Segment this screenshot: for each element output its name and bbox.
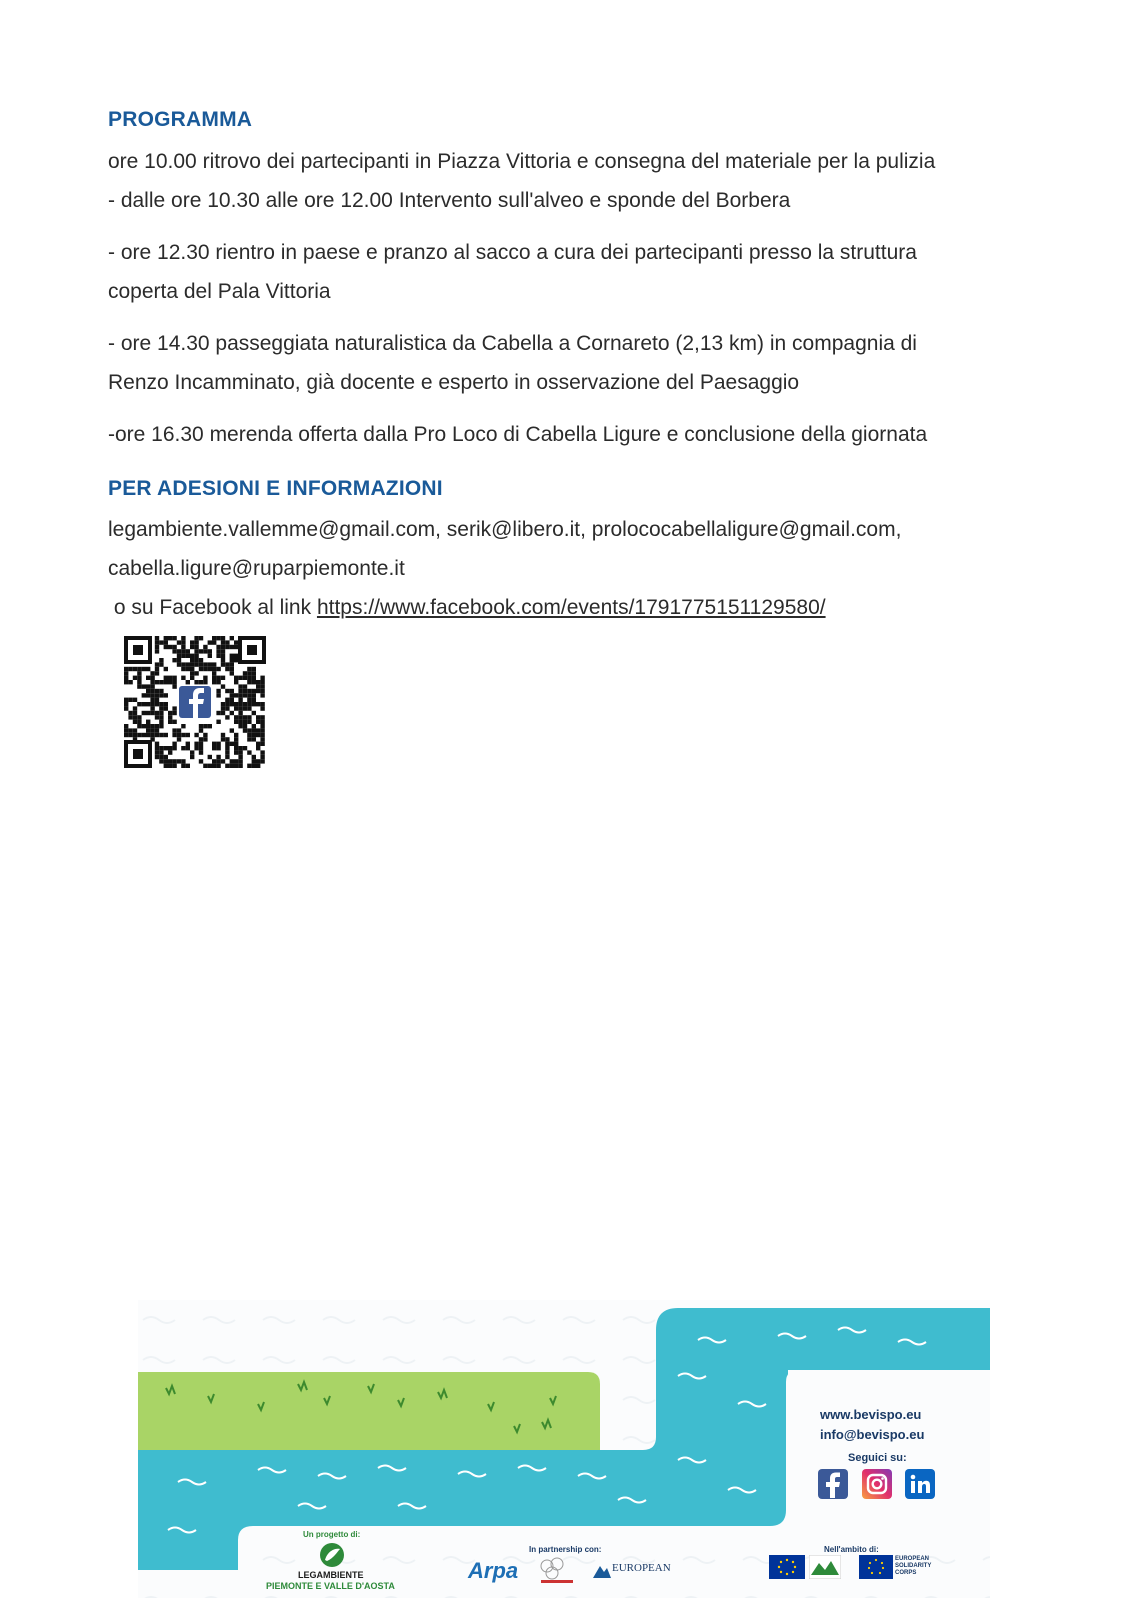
footer-email[interactable]: info@bevispo.eu: [820, 1427, 925, 1442]
legambiente-logo: [318, 1542, 346, 1568]
esc-flag-icon: [859, 1555, 893, 1579]
mountain-icon: [592, 1560, 612, 1580]
emails-line: cabella.ligure@ruparpiemonte.it: [108, 557, 405, 580]
program-item: - ore 14.30 passeggiata naturalistica da Cabella a Cornareto (2,13 km) in compagnia di: [108, 332, 917, 355]
facebook-icon: [179, 686, 211, 718]
esc-text: EUROPEAN SOLIDARITY CORPS: [895, 1556, 932, 1576]
facebook-prefix: o su Facebook al link: [108, 596, 317, 619]
leader-logo-icon: [809, 1555, 841, 1579]
arpa-logo: Arpa: [468, 1558, 519, 1583]
program-item: coperta del Pala Vittoria: [108, 280, 331, 303]
adesioni-heading: PER ADESIONI E INFORMAZIONI: [108, 477, 443, 500]
facebook-qr-code[interactable]: [124, 636, 266, 768]
instagram-icon[interactable]: [862, 1469, 892, 1499]
programma-heading: PROGRAMMA: [108, 108, 253, 131]
legambiente-text: LEGAMBIENTE: [298, 1570, 364, 1580]
footer-website[interactable]: www.bevispo.eu: [820, 1407, 922, 1422]
program-item: - ore 12.30 rientro in paese e pranzo al sacco a cura dei partecipanti presso la struttura: [108, 241, 917, 264]
emails-line: legambiente.vallemme@gmail.com, serik@libero.it, prolococabellaligure@gmail.com,: [108, 518, 902, 541]
program-item: -ore 16.30 merenda offerta dalla Pro Loco di Cabella Ligure e conclusione della giornata: [108, 423, 928, 446]
partnership-label: In partnership con:: [529, 1545, 602, 1554]
european-logo-text: EUROPEAN: [612, 1562, 671, 1574]
legambiente-region: PIEMONTE E VALLE D'AOSTA: [266, 1581, 395, 1591]
facebook-icon[interactable]: [818, 1469, 848, 1499]
grass-band: [138, 1372, 600, 1460]
program-item: - dalle ore 10.30 alle ore 12.00 Intervento sull'alveo e sponde del Borbera: [108, 189, 791, 212]
program-item: Renzo Incamminato, già docente e esperto in osservazione del Paesaggio: [108, 371, 800, 394]
eu-flag-icon: [769, 1555, 805, 1579]
linkedin-icon[interactable]: [905, 1469, 935, 1499]
facebook-line: [108, 588, 826, 628]
project-by-label: Un progetto di:: [303, 1530, 361, 1539]
partner-logo-icon: [537, 1556, 577, 1586]
follow-label: Seguici su:: [848, 1452, 907, 1464]
ambito-label: Nell'ambito di:: [824, 1545, 879, 1554]
program-item: ore 10.00 ritrovo dei partecipanti in Piazza Vittoria e consegna del materiale per la pulizia: [108, 150, 936, 173]
facebook-event-link[interactable]: https://www.facebook.com/events/1791775151129580/: [316, 596, 826, 619]
